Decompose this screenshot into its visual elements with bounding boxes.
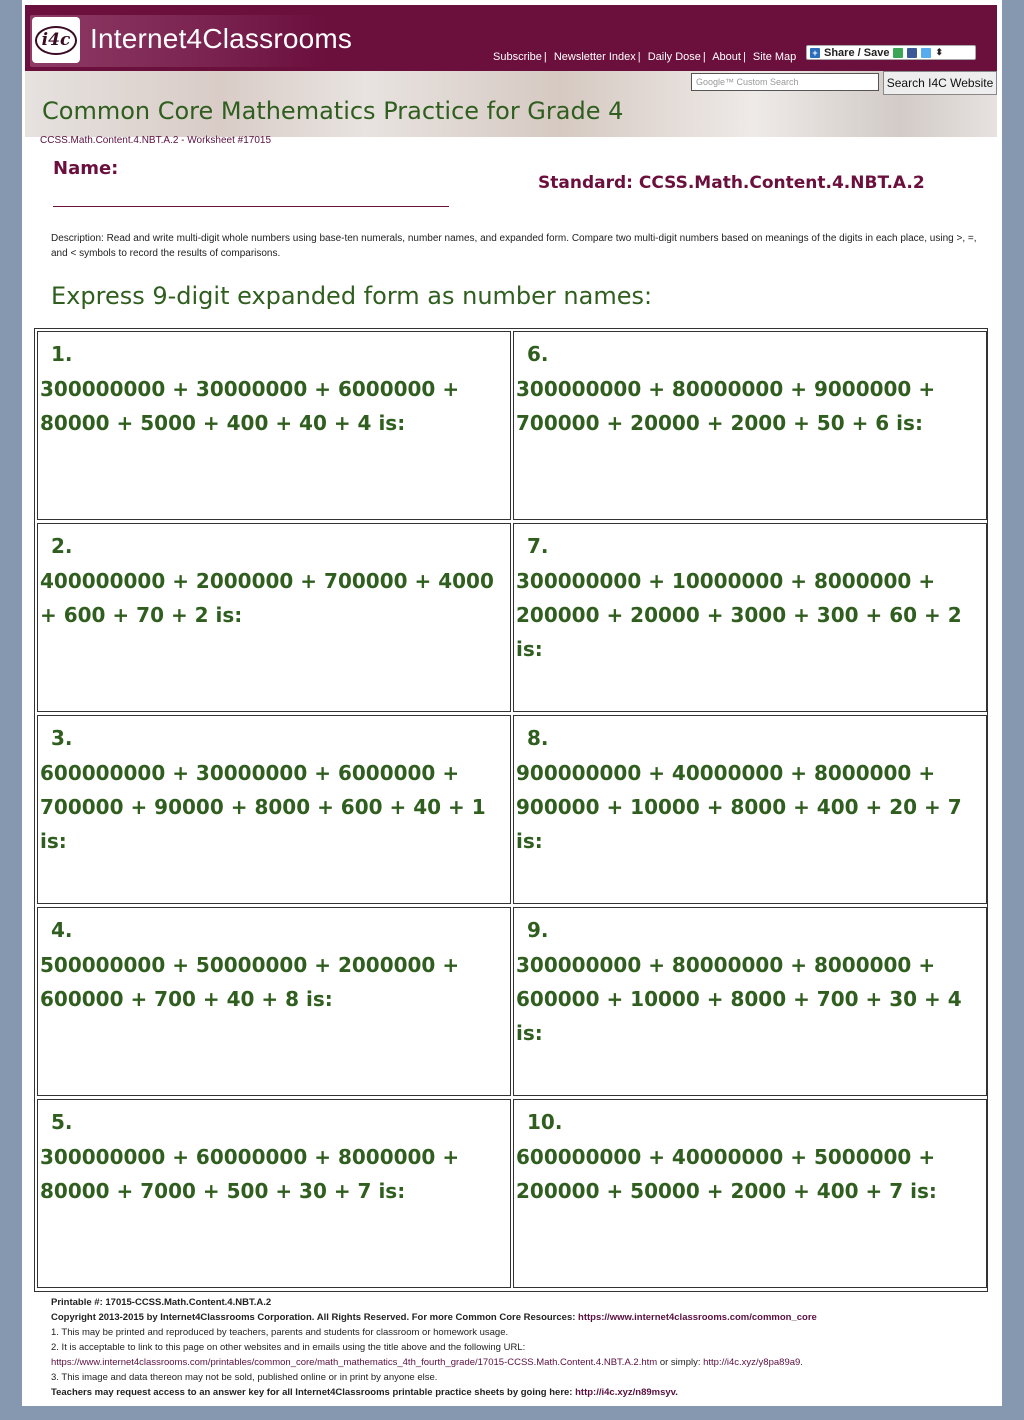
share-save-button[interactable] [806,45,976,60]
nav-about[interactable]: About [712,51,741,63]
problem-number: 4. [51,918,73,942]
problem-expression: 400000000 + 2000000 + 700000 + 4000 + 600 + 70 + 2 is: [40,569,494,627]
nav-daily-dose[interactable]: Daily Dose [647,51,701,63]
note-1: 1. This may be printed and reproduced by teachers, parents and students for classroom or homework usage. [51,1327,509,1338]
short-url-link[interactable]: http://i4c.xyz/y8pa89a9 [703,1357,801,1368]
problem-cell-6 [513,331,987,520]
problem-cell-4 [37,907,511,1096]
note-2: 2. It is acceptable to link to this page on other websites and in emails using the title above and the following URL: [51,1342,526,1353]
share-label: Share / Save [824,46,890,59]
share-expand-icon: ⬍ [935,47,943,57]
problem-cell-8 [513,715,987,904]
problem-cell-7 [513,523,987,712]
answer-key-line: Teachers may request access to an answer key for all Internet4Classrooms printable practice sheets by going here: http://i4c.xyz/n89msyv. [51,1387,678,1398]
search-button[interactable]: Search I4C Website [883,71,997,95]
instruction-heading: Express 9-digit expanded form as number names: [51,282,653,310]
nav-site-map[interactable]: Site Map [752,51,797,63]
long-url-link[interactable]: https://www.internet4classrooms.com/printables/common_core/math_mathematics_4th_fourth_grade/17015-CCSS.Math.Content.4.NBT.A.2.htm [51,1357,658,1368]
share-plus-icon: + [810,48,820,58]
name-line [53,206,449,207]
problem-cell-9 [513,907,987,1096]
problem-number: 7. [527,534,549,558]
problem-expression: 600000000 + 30000000 + 6000000 + 700000 + 90000 + 8000 + 600 + 40 + 1 is: [40,761,486,853]
nav-separator: | [702,51,706,63]
nav-separator: | [543,51,547,63]
copyright-line: Copyright 2013-2015 by Internet4Classrooms Corporation. All Rights Reserved. For more Common Core Resources: https://www.internet4classrooms.com/common_core [51,1312,817,1323]
problem-expression: 900000000 + 40000000 + 8000000 + 900000 + 10000 + 8000 + 400 + 20 + 7 is: [516,761,962,853]
top-nav [493,51,796,63]
facebook-icon [907,48,917,58]
problem-expression: 600000000 + 40000000 + 5000000 + 200000 + 50000 + 2000 + 400 + 7 is: [516,1145,937,1203]
i4c-logo-icon: i4c [32,17,80,63]
problem-expression: 300000000 + 80000000 + 9000000 + 700000 + 20000 + 2000 + 50 + 6 is: [516,377,936,435]
problem-cell-1 [37,331,511,520]
problem-number: 9. [527,918,549,942]
printable-number: Printable #: 17015-CCSS.Math.Content.4.NBT.A.2 [51,1297,272,1308]
problem-expression: 300000000 + 10000000 + 8000000 + 200000 + 20000 + 3000 + 300 + 60 + 2 is: [516,569,962,661]
standard-label: Standard: CCSS.Math.Content.4.NBT.A.2 [538,173,925,193]
problem-grid [34,328,988,1292]
nav-separator: | [742,51,746,63]
problem-cell-3 [37,715,511,904]
footer [51,1295,995,1400]
worksheet-id: CCSS.Math.Content.4.NBT.A.2 - Worksheet #17015 [40,135,272,146]
name-label: Name: [53,158,119,179]
nav-subscribe[interactable]: Subscribe [493,51,542,63]
logo-text: Internet4Classrooms [90,23,353,54]
note-3: 3. This image and data thereon may not be sold, published online or in print by anyone else. [51,1372,438,1383]
problem-number: 1. [51,342,73,366]
problem-number: 2. [51,534,73,558]
site-logo[interactable] [30,15,353,67]
problem-number: 6. [527,342,549,366]
search-input[interactable]: Google™ Custom Search [691,73,879,91]
answer-key-link[interactable]: http://i4c.xyz/n89msyv [575,1387,676,1398]
problem-expression: 300000000 + 60000000 + 8000000 + 80000 + 7000 + 500 + 30 + 7 is: [40,1145,460,1203]
nav-newsletter-index[interactable]: Newsletter Index [553,51,636,63]
worksheet-page [22,0,1002,1406]
url-line: https://www.internet4classrooms.com/printables/common_core/math_mathematics_4th_fourth_grade/17015-CCSS.Math.Content.4.NBT.A.2.htm or simply: http://i4c.xyz/y8pa89a9. [51,1357,803,1368]
twitter-icon [921,48,931,58]
problem-cell-2 [37,523,511,712]
problem-cell-10 [513,1099,987,1288]
common-core-link[interactable]: https://www.internet4classrooms.com/common_core [578,1312,817,1323]
nav-separator: | [637,51,641,63]
problem-cell-5 [37,1099,511,1288]
problem-number: 5. [51,1110,73,1134]
description: Description: Read and write multi-digit whole numbers using base-ten numerals, number names, and expanded form. Compare two multi-digit numbers based on meanings of the digits in each place, using >, =, and < symbols to record the results of comparisons. [51,233,977,259]
page-title: Common Core Mathematics Practice for Grade 4 [42,97,624,125]
problem-number: 10. [527,1110,563,1134]
problem-expression: 300000000 + 80000000 + 8000000 + 600000 + 10000 + 8000 + 700 + 30 + 4 is: [516,953,962,1045]
share-email-icon [893,48,903,58]
header-topbar [25,5,997,71]
problem-expression: 500000000 + 50000000 + 2000000 + 600000 + 700 + 40 + 8 is: [40,953,460,1011]
problem-number: 8. [527,726,549,750]
problem-number: 3. [51,726,73,750]
problem-expression: 300000000 + 30000000 + 6000000 + 80000 + 5000 + 400 + 40 + 4 is: [40,377,460,435]
site-header [25,5,997,137]
